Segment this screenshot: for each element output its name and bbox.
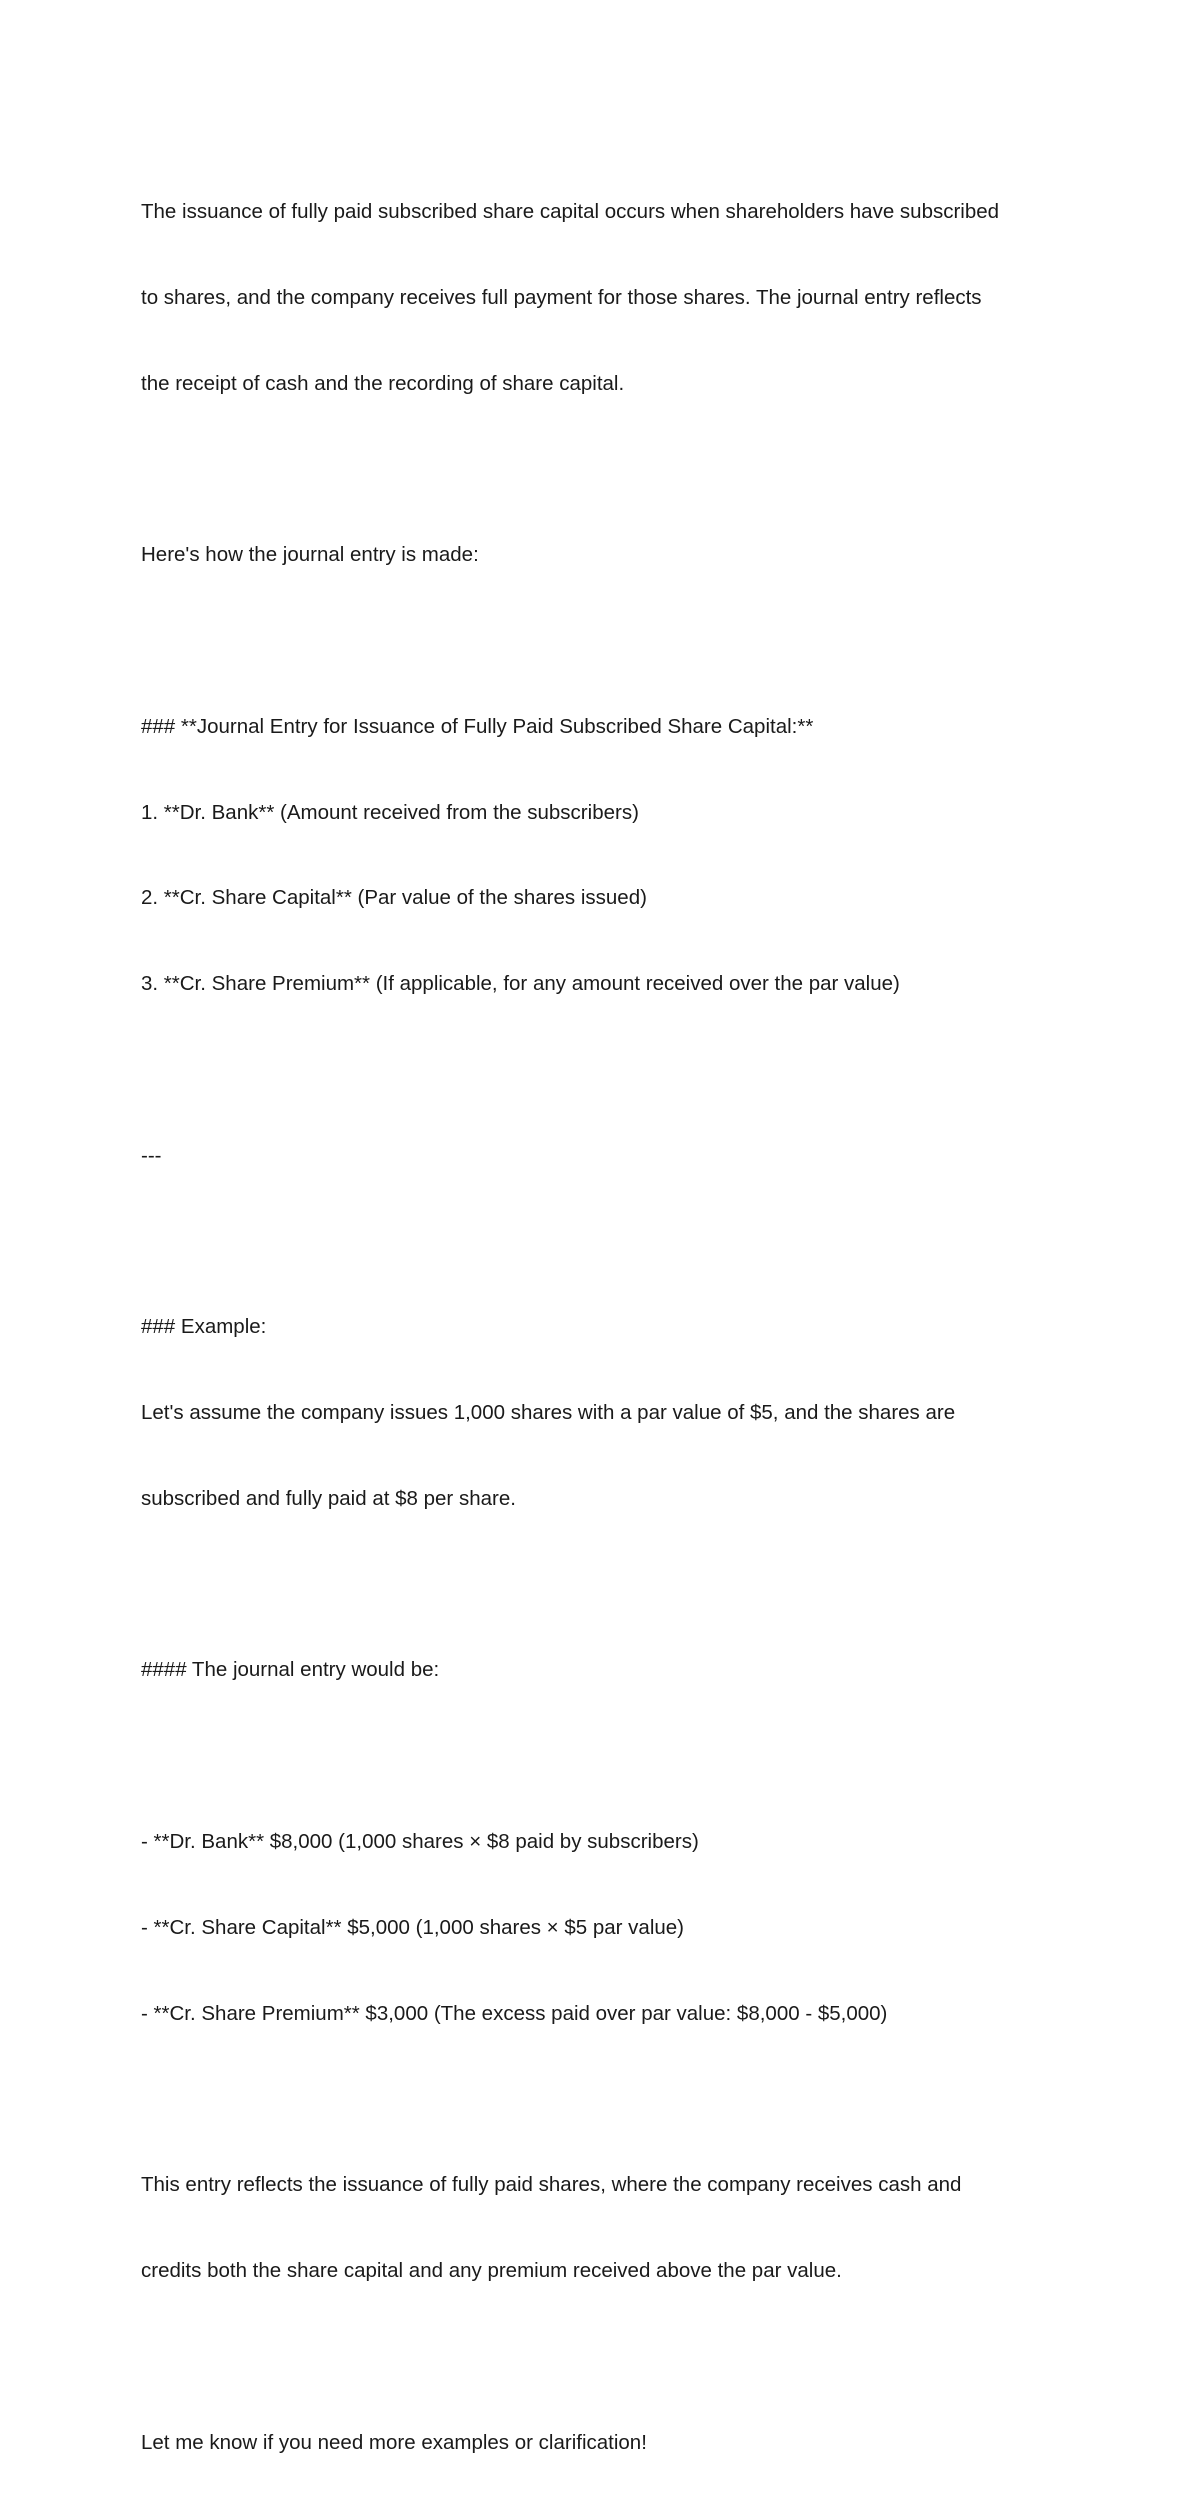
entry-item: - **Dr. Bank** $8,000 (1,000 shares × $8 paid by subscribers) <box>141 1830 699 1854</box>
blank-line <box>141 1571 1061 1600</box>
conclusion-line: credits both the share capital and any premium received above the par value. <box>141 2258 842 2282</box>
conclusion-line: This entry reflects the issuance of fully paid shares, where the company receives cash and <box>141 2173 962 2197</box>
step-item: 2. **Cr. Share Capital** (Par value of the shares issued) <box>141 886 647 910</box>
blank-line <box>141 627 1061 656</box>
blank-line <box>141 456 1061 485</box>
howto-line: Here's how the journal entry is made: <box>141 543 479 567</box>
intro-line: The issuance of fully paid subscribed share capital occurs when shareholders have subscribed <box>141 200 1000 224</box>
intro-line: the receipt of cash and the recording of share capital. <box>141 371 625 395</box>
entry-item: - **Cr. Share Premium** $3,000 (The excess paid over par value: $8,000 - $5,000) <box>141 2001 888 2025</box>
intro-line: to shares, and the company receives full payment for those shares. The journal entry reflects <box>141 285 982 309</box>
journal-heading: ### **Journal Entry for Issuance of Fully Paid Subscribed Share Capital:** <box>141 714 814 738</box>
closing-line: Let me know if you need more examples or clarification! <box>141 2430 647 2454</box>
separator: --- <box>141 1143 162 1167</box>
blank-line <box>141 1228 1061 1257</box>
example-line: subscribed and fully paid at $8 per share. <box>141 1486 516 1510</box>
example-line: Let's assume the company issues 1,000 shares with a par value of $5, and the shares are <box>141 1401 956 1425</box>
blank-line <box>141 1742 1061 1771</box>
example-heading: ### Example: <box>141 1315 267 1339</box>
step-item: 3. **Cr. Share Premium** (If applicable, for any amount received over the par value) <box>141 972 900 996</box>
step-item: 1. **Dr. Bank** (Amount received from the subscribers) <box>141 800 639 824</box>
document-body <box>141 141 1061 2514</box>
entry-heading: #### The journal entry would be: <box>141 1658 440 1682</box>
entry-item: - **Cr. Share Capital** $5,000 (1,000 shares × $5 par value) <box>141 1915 684 1939</box>
blank-line <box>141 1056 1061 1085</box>
blank-line <box>141 2085 1061 2114</box>
blank-line <box>141 2343 1061 2372</box>
